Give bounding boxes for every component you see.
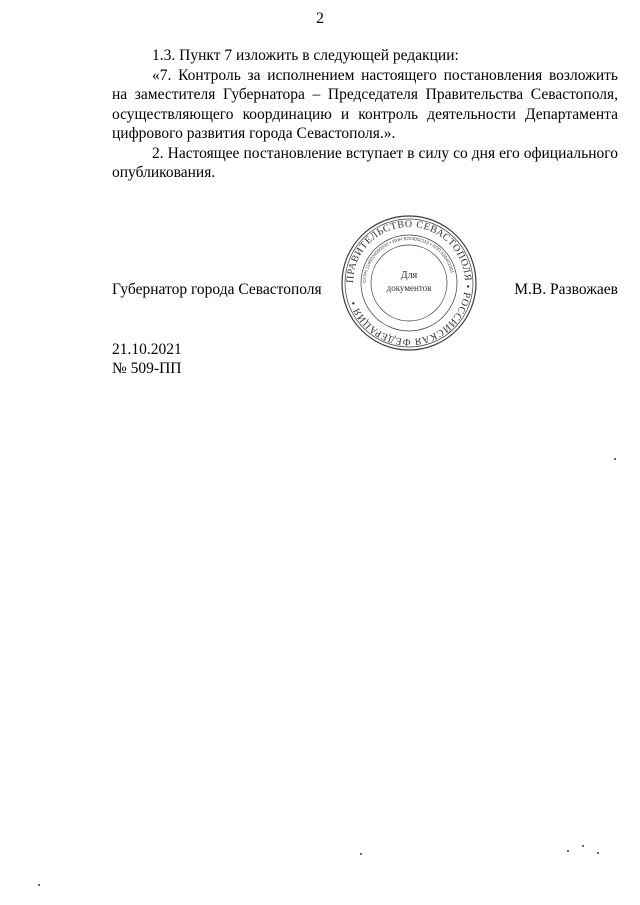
signatory-position: Губернатор города Севастополя bbox=[112, 281, 322, 298]
seal-inner-text: ОГРН 1149204000530 • ИНН 9204002115 • КПП 920401001 bbox=[361, 235, 455, 284]
page-number: 2 bbox=[316, 10, 324, 27]
document-number: № 509-ПП bbox=[112, 360, 182, 377]
scan-speck bbox=[567, 850, 569, 852]
document-date: 21.10.2021 bbox=[112, 341, 182, 358]
scan-speck bbox=[38, 884, 40, 886]
document-metadata bbox=[112, 340, 182, 378]
document-body bbox=[112, 46, 618, 183]
paragraph-2: 2. Настоящее постановление вступает в силу со дня его официального опубликования. bbox=[112, 144, 618, 181]
scan-speck bbox=[597, 852, 599, 854]
paragraph-quote-7: «7. Контроль за исполнением настоящего постановления возложить на заместителя Губернатора – Председателя Правительства Севастополя, осуществляющего координацию и контроль деятельности Департамента цифрового развития города Севастополя.». bbox=[112, 66, 618, 142]
signatory-name: М.В. Развожаев bbox=[514, 281, 618, 298]
scan-speck bbox=[360, 853, 362, 855]
seal-center-line-2: документов bbox=[386, 283, 432, 293]
seal-center-line-1: Для bbox=[400, 270, 418, 281]
official-seal-stamp bbox=[340, 214, 478, 352]
scan-speck bbox=[614, 458, 616, 460]
scan-speck bbox=[582, 845, 584, 847]
seal-outer-text: ПРАВИТЕЛЬСТВО СЕВАСТОПОЛЯ • РОССИЙСКАЯ ФЕДЕРАЦИЯ • bbox=[344, 218, 474, 348]
paragraph-1-3: 1.3. Пункт 7 изложить в следующей редакции: bbox=[152, 47, 459, 64]
